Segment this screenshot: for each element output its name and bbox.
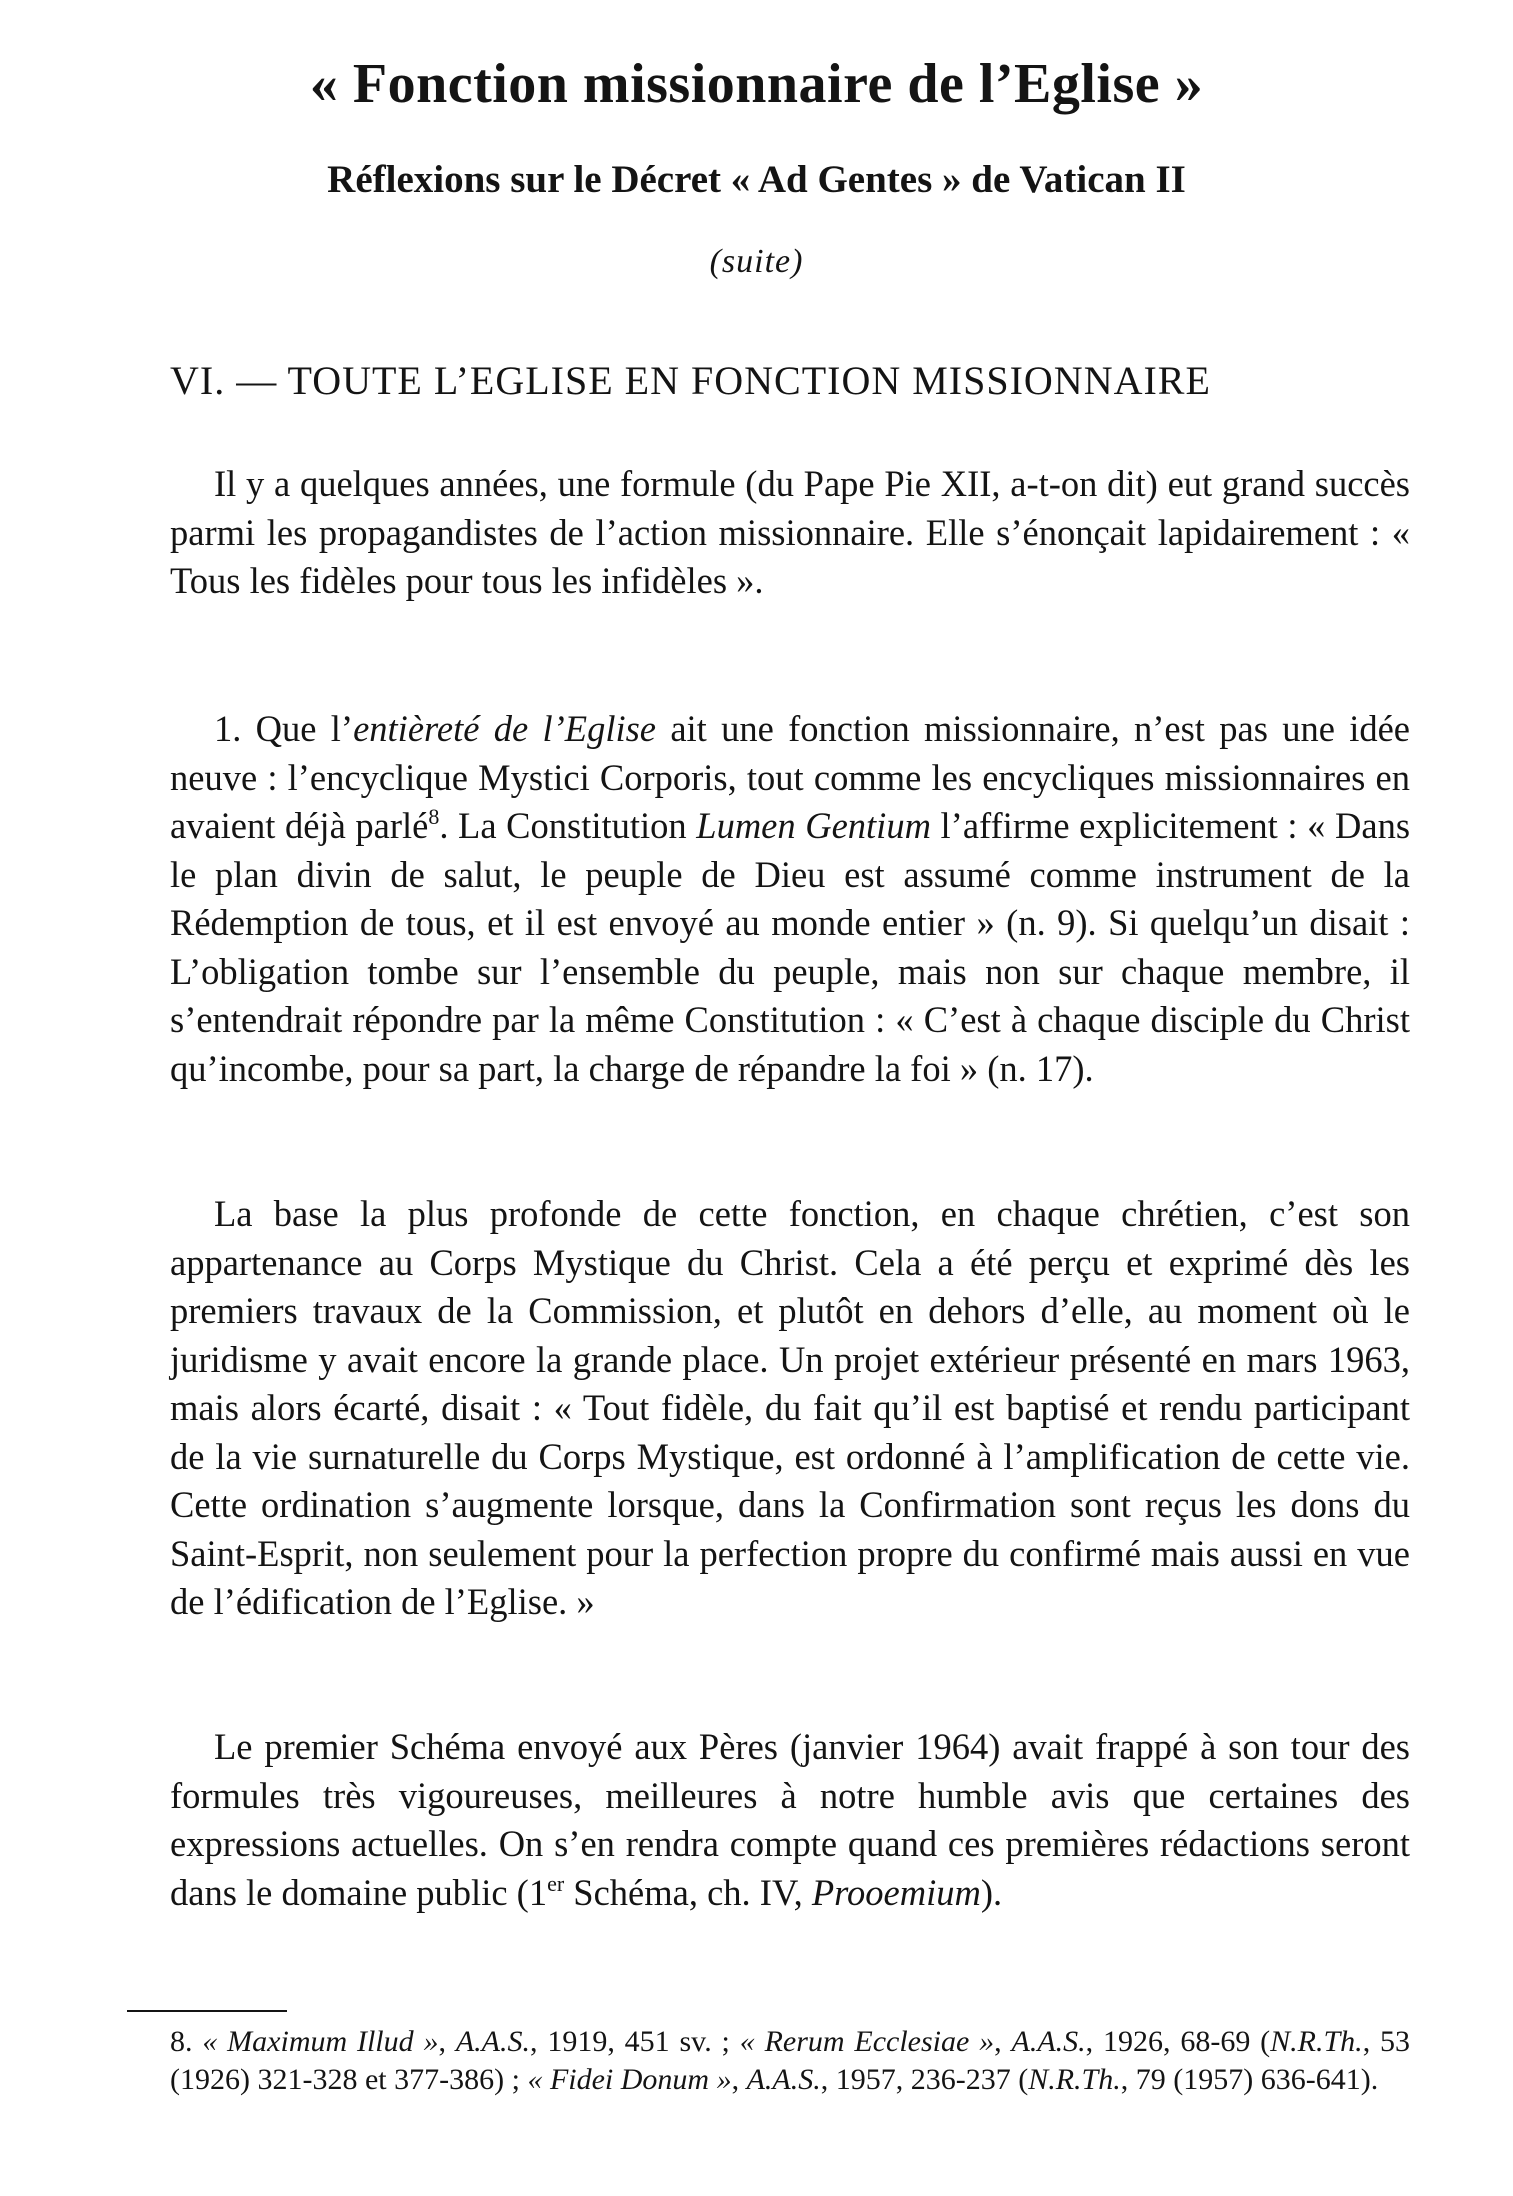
paragraph-point-1 xyxy=(170,705,1410,1093)
footnote xyxy=(170,2023,1410,2099)
footnote-sep1: , xyxy=(438,2025,456,2058)
footnote-ref3-rest-a: , 1957, 236-237 ( xyxy=(820,2063,1029,2096)
italic-phrase: entièreté de l’Eglise xyxy=(353,708,657,749)
italic-prooemium: Prooemium xyxy=(811,1871,981,1913)
footnote-ref1-title: « Maximum Illud » xyxy=(202,2025,439,2058)
footnote-sep3: , xyxy=(731,2063,747,2096)
paragraph-point-1-lead: 1. Que l’ xyxy=(214,708,354,749)
continuation-marker: (suite) xyxy=(709,243,804,280)
footnote-reference[interactable]: 8 xyxy=(428,804,440,829)
footnote-sep2: , xyxy=(994,2025,1012,2058)
footnote-ref1-rest: , 1919, 451 sv. ; xyxy=(529,2025,740,2058)
paragraph-first-schema-text: Le premier Schéma envoyé aux Pères (janvier 1964) avait frappé à son tour des formules très vigoureuses, meilleures à notre humble avis que certaines des expressions actuelles. On s’en rendra compte quand ces premières rédactions seront dans le domaine public (1 xyxy=(170,1726,1410,1913)
paragraph-mystical-body-text: La base la plus profonde de cette fonction, en chaque chrétien, c’est son appartenance au Corps Mystique du Christ. Cela a été perçu et exprimé dès les premiers travaux de la Commission, et plutôt en dehors d’elle, au moment où le juridisme y avait encore la grande place. Un projet extérieur présenté en mars 1963, mais alors écarté, disait : « Tout fidèle, du fait qu’il est baptisé et rendu participant de la vie surnaturelle du Corps Mystique, est ordonné à l’amplification de cette vie. Cette ordination s’augmente lorsque, dans la Confirmation sont reçus les dons du Saint-Esprit, non seulement pour la perfection propre du confirmé mais aussi en vue de l’édification de l’Eglise. » xyxy=(170,1193,1410,1622)
paragraph-point-1-text-a: ait une fonction missionnaire, n’est pas une idée neuve : l’encyclique Mystici Corporis, tout comme les encycliques missionnaires en avaient déjà parlé xyxy=(170,708,1411,846)
article-title: « Fonction missionnaire de l’Eglise » xyxy=(309,53,1204,115)
article-subtitle: Réflexions sur le Décret « Ad Gentes » de Vatican II xyxy=(327,158,1186,201)
footnote-label: 8. xyxy=(170,2025,193,2058)
footnote-aas3: A.A.S. xyxy=(746,2063,821,2096)
footnote-ref2-title: « Rerum Ecclesiae » xyxy=(739,2025,995,2058)
footnote-aas1: A.A.S. xyxy=(455,2025,530,2058)
italic-document-title: Lumen Gentium xyxy=(696,805,931,846)
paragraph-mystical-body xyxy=(170,1190,1410,1627)
footnote-aas2: A.A.S. xyxy=(1011,2025,1086,2058)
ordinal-superscript: er xyxy=(547,1870,565,1896)
paragraph-first-schema-end: ). xyxy=(980,1871,1003,1913)
footnote-ref3-title: « Fidei Donum » xyxy=(527,2063,732,2096)
paragraph-first-schema-text-b: Schéma, ch. IV, xyxy=(564,1871,812,1913)
paragraph-point-1-text-b: . La Constitution xyxy=(439,805,697,846)
footnote-ref2-rest-b: , 53 (1926) 321-328 et 377-386) ; xyxy=(170,2025,1411,2096)
section-heading: VI. — TOUTE L’EGLISE EN FONCTION MISSIONNAIRE xyxy=(170,358,1211,403)
paragraph-point-1-text-c: l’affirme explicitement : « Dans le plan divin de salut, le peuple de Dieu est assumé comme instrument de la Rédemption de tous, et il est envoyé au monde entier » (n. 9). Si quelqu’un disait : L’obligation tombe sur l’ensemble du peuple, mais non sur chaque membre, il s’entendrait répondre par la même Constitution : « C’est à chaque disciple du Christ qu’incombe, pour sa part, la charge de répandre la foi » (n. 17). xyxy=(170,805,1411,1089)
footnote-ref2-rest-a: , 1926, 68-69 ( xyxy=(1085,2025,1271,2058)
paragraph-first-schema xyxy=(170,1723,1410,1917)
footnote-divider xyxy=(127,2010,287,2012)
paragraph-intro-text: Il y a quelques années, une formule (du Pape Pie XII, a-t-on dit) eut grand succès parmi les propagandistes de l’action missionnaire. Elle s’énonçait lapidairement : « Tous les fidèles pour tous les infidèles ». xyxy=(170,463,1410,601)
paragraph-intro xyxy=(170,460,1410,606)
footnote-ref3-rest-b: , 79 (1957) 636-641). xyxy=(1120,2063,1379,2096)
footnote-nrth1: N.R.Th. xyxy=(1270,2025,1363,2058)
footnote-nrth2: N.R.Th. xyxy=(1028,2063,1121,2096)
